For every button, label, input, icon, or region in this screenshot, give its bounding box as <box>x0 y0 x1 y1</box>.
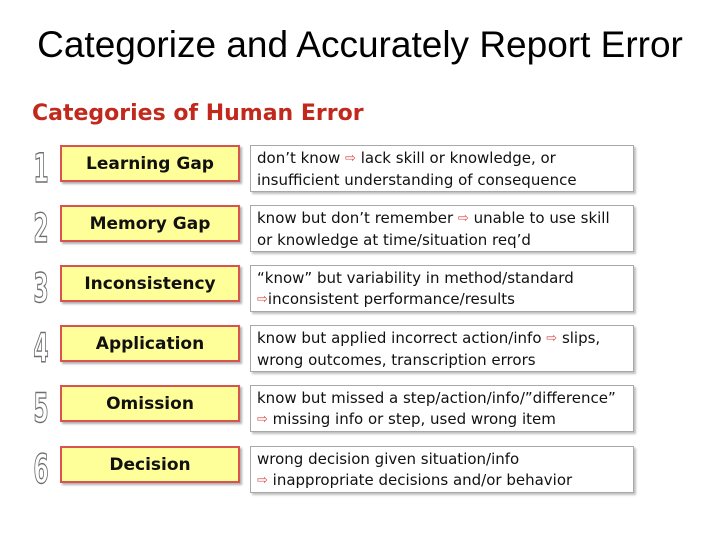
description-text: “know” but variability in method/standard <box>257 269 574 287</box>
description-line <box>257 170 627 191</box>
error-category-row <box>22 385 642 437</box>
arrow-right-icon: ⇨ <box>257 411 268 427</box>
description-text: know but applied incorrect action/info <box>257 329 547 347</box>
description-text: or knowledge at time/situation req’d <box>257 230 531 249</box>
description-text: know but missed a step/action/info/”difference” <box>257 389 616 407</box>
description-text: wrong decision given situation/info <box>257 450 520 468</box>
description-text: unable to use skill <box>468 209 610 227</box>
figure-title: Categories of Human Error <box>32 101 364 126</box>
description-line <box>257 289 627 311</box>
description-line <box>257 470 627 492</box>
human-error-categories-figure <box>22 97 642 497</box>
category-number: 2 <box>33 206 49 252</box>
category-description <box>250 265 634 312</box>
description-text: missing info or step, used wrong item <box>267 409 556 428</box>
description-text: slips, <box>557 329 601 347</box>
description-text: inconsistent performance/results <box>267 289 515 308</box>
error-category-row <box>22 446 642 498</box>
arrow-right-icon: ⇨ <box>457 211 469 226</box>
error-category-row <box>22 145 642 197</box>
arrow-right-icon: ⇨ <box>257 472 268 488</box>
category-number: 6 <box>33 447 49 493</box>
category-description <box>250 205 634 252</box>
category-label: Learning Gap <box>60 145 240 182</box>
category-number: 5 <box>33 386 49 432</box>
description-text: know but don’t remember <box>257 209 458 227</box>
category-description <box>250 325 634 372</box>
description-text: lack skill or knowledge, or <box>355 149 556 167</box>
arrow-right-icon: ⇨ <box>546 331 558 346</box>
description-text: insufficient understanding of consequence <box>257 170 577 189</box>
description-line <box>257 268 627 289</box>
description-line <box>257 409 627 431</box>
description-text: inappropriate decisions and/or behavior <box>267 470 573 489</box>
arrow-right-icon: ⇨ <box>257 291 268 307</box>
description-line <box>257 449 627 470</box>
category-number: 4 <box>33 326 49 372</box>
error-category-row <box>22 265 642 317</box>
category-label: Memory Gap <box>60 205 240 242</box>
description-text: don’t know <box>257 149 346 167</box>
description-text: wrong outcomes, transcription errors <box>257 350 536 369</box>
arrow-right-icon: ⇨ <box>345 151 356 166</box>
category-number: 1 <box>33 146 49 192</box>
slide-title: Categorize and Accurately Report Error <box>37 24 683 65</box>
description-line <box>257 230 627 251</box>
error-category-row <box>22 325 642 377</box>
category-number: 3 <box>33 266 49 312</box>
description-line <box>257 208 627 230</box>
description-line <box>257 388 627 409</box>
category-description <box>250 145 634 192</box>
category-label: Inconsistency <box>60 265 240 302</box>
category-description <box>250 446 634 493</box>
category-label: Application <box>60 325 240 362</box>
error-category-row <box>22 205 642 257</box>
description-line <box>257 328 627 350</box>
description-line <box>257 148 627 170</box>
category-label: Decision <box>60 446 240 483</box>
category-description <box>250 385 634 432</box>
category-label: Omission <box>60 385 240 422</box>
description-line <box>257 350 627 371</box>
